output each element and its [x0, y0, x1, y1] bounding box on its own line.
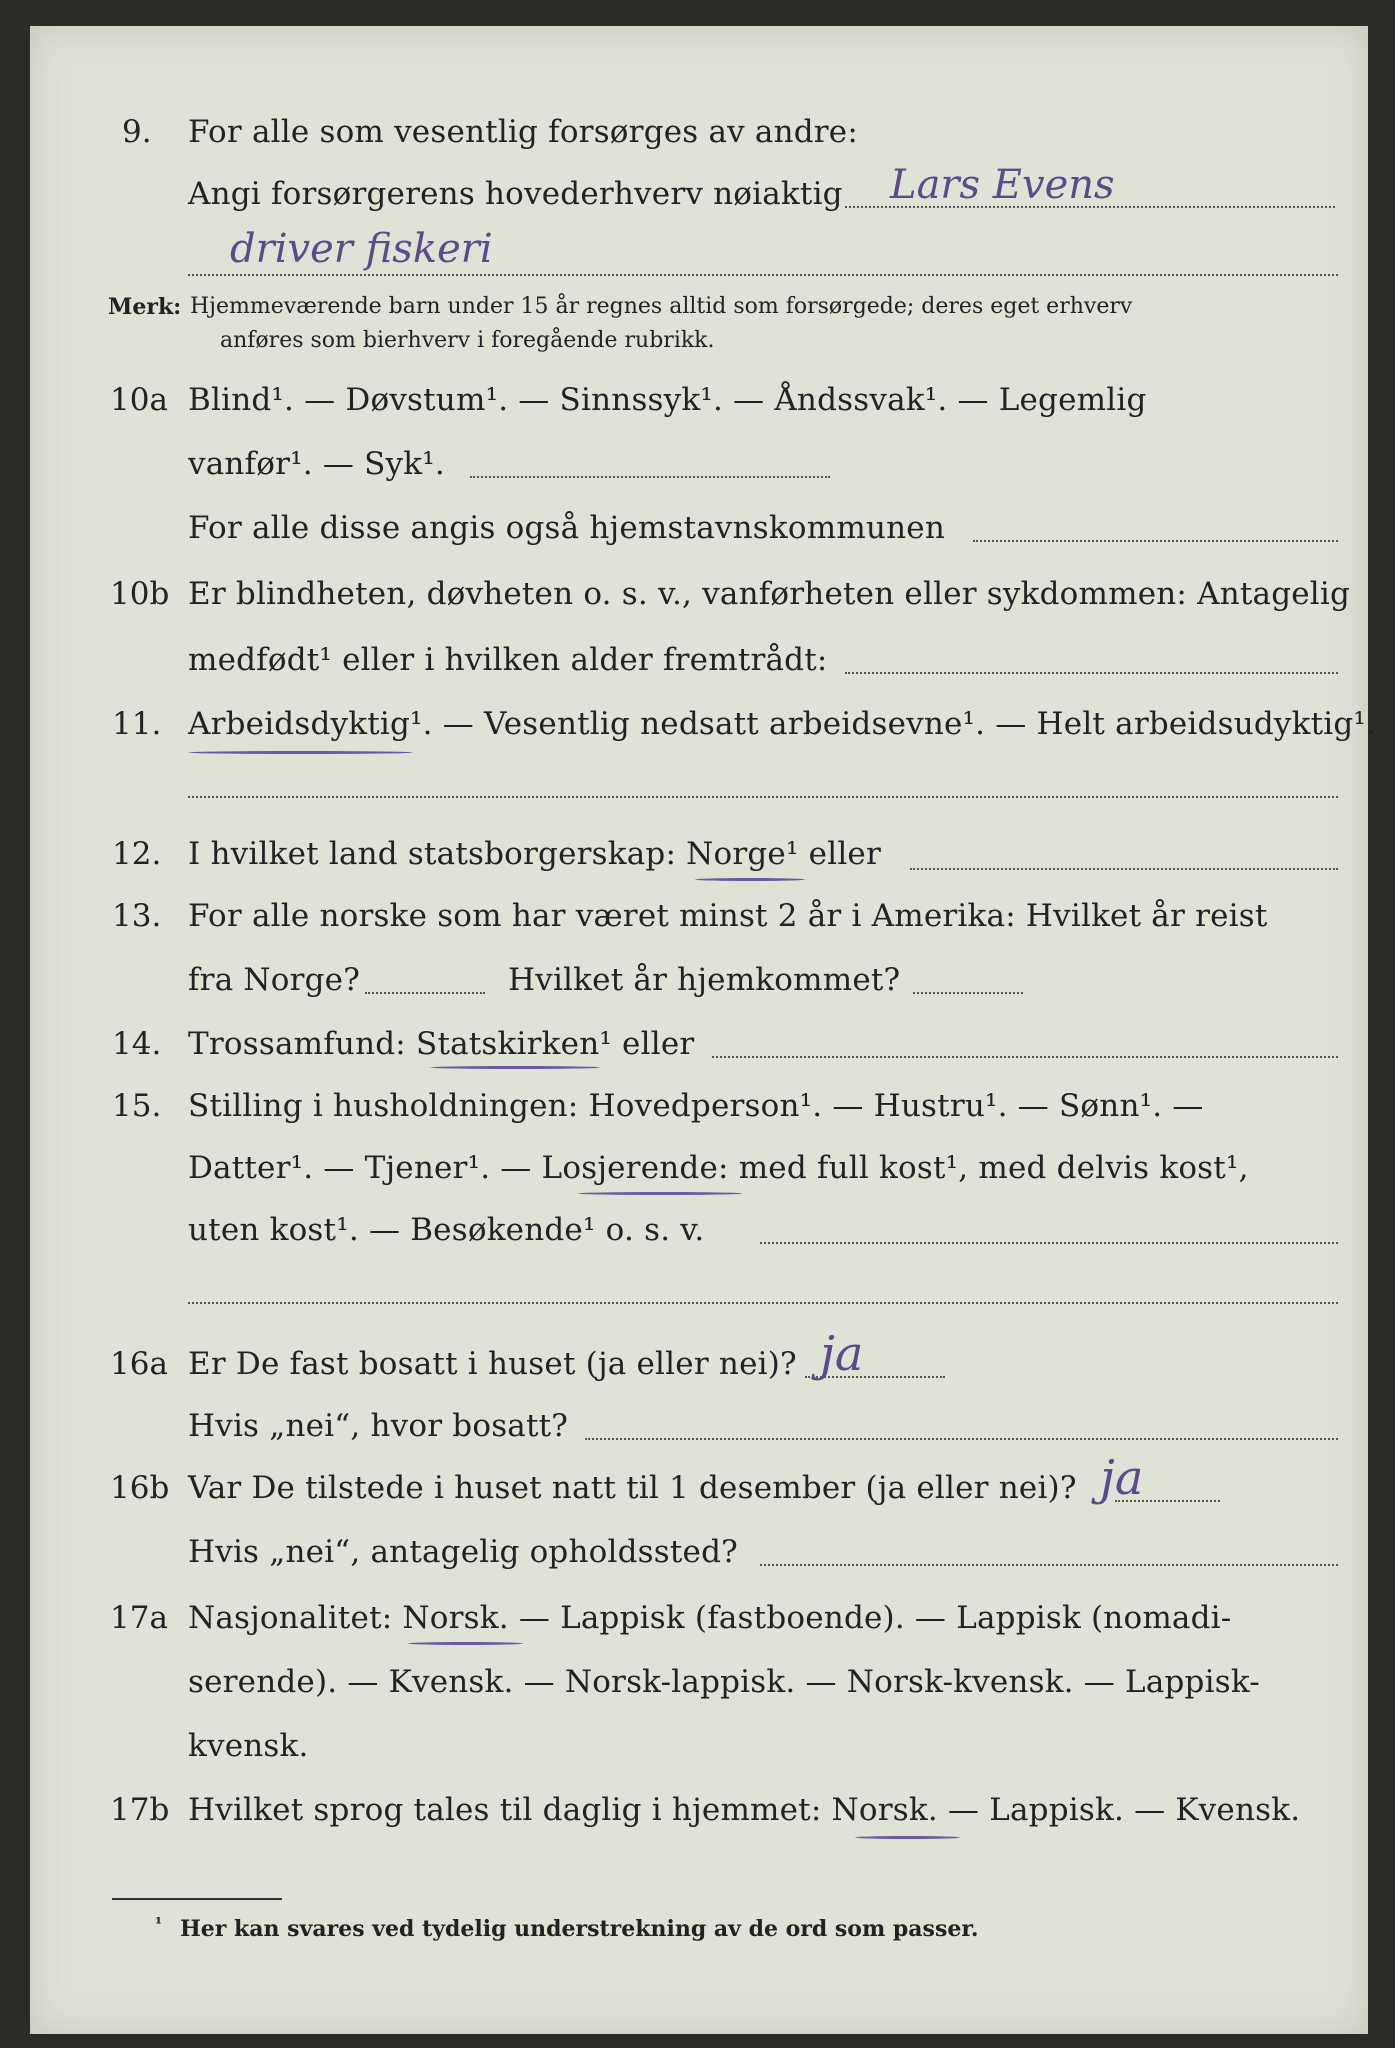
q9-answer-handwritten-1: Lars Evens: [890, 162, 1115, 208]
q16b-number: 16b: [110, 1470, 170, 1506]
q10b-answer-line: [845, 672, 1338, 674]
q10a-line3: For alle disse angis også hjemstavnskommunen: [188, 510, 945, 546]
q10a-answer-line1: [470, 476, 830, 478]
q12-line1: I hvilket land statsborgerskap: Norge¹ eller: [188, 836, 881, 872]
q10b-line1: Er blindheten, døvheten o. s. v., vanførheten eller sykdommen: Antagelig: [188, 576, 1351, 612]
q17a-line3: kvensk.: [188, 1728, 309, 1764]
merk-label: Merk:: [108, 294, 182, 320]
q9-answer-handwritten-2: driver fiskeri: [230, 226, 493, 272]
q16a-line1: Er De fast bosatt i huset (ja eller nei)?: [188, 1346, 797, 1382]
footnote-text: Her kan svares ved tydelig understrekning av de ord som passer.: [180, 1916, 979, 1942]
q15-handwritten-underline: [578, 1192, 743, 1195]
q11-handwritten-underline: [188, 751, 413, 754]
q12-handwritten-underline: [695, 878, 805, 881]
q17a-line1: Nasjonalitet: Norsk. — Lappisk (fastboende). — Lappisk (nomadi-: [188, 1600, 1232, 1636]
q15-line2: Datter¹. — Tjener¹. — Losjerende: med full kost¹, med delvis kost¹,: [188, 1150, 1249, 1186]
q9-answer-line2: [188, 274, 1338, 276]
q11-answer-line: [188, 796, 1338, 798]
q16a-answer-handwritten: ja: [820, 1326, 864, 1382]
q9-line1: For alle som vesentlig forsørges av andre:: [188, 114, 858, 150]
q10b-line2: medfødt¹ eller i hvilken alder fremtrådt:: [188, 642, 828, 678]
q15-answer-line1: [760, 1242, 1338, 1244]
q14-handwritten-underline: [430, 1066, 600, 1069]
q13-line1: For alle norske som har været minst 2 år i Amerika: Hvilket år reist: [188, 898, 1268, 934]
q13-number: 13.: [112, 898, 162, 934]
footnote-mark: ¹: [155, 1914, 163, 1933]
q9-number: 9.: [122, 114, 152, 150]
q12-number: 12.: [112, 836, 162, 872]
q10a-number: 10a: [110, 382, 168, 418]
q14-number: 14.: [112, 1026, 162, 1062]
q11-line1: Arbeidsdyktig¹. — Vesentlig nedsatt arbeidsevne¹. — Helt arbeidsudyktig¹.: [188, 706, 1377, 742]
q16a-number: 16a: [110, 1346, 168, 1382]
q16b-line2: Hvis „nei“, antagelig opholdssted?: [188, 1534, 738, 1570]
q15-answer-line2: [188, 1302, 1338, 1304]
q9-line2: Angi forsørgerens hovederhverv nøiaktig: [188, 176, 843, 212]
q15-line1: Stilling i husholdningen: Hovedperson¹. — Hustru¹. — Sønn¹. —: [188, 1088, 1204, 1124]
q17a-handwritten-underline: [408, 1642, 523, 1645]
footnote-separator: [112, 1898, 282, 1900]
q13-answer-line1: [365, 992, 485, 994]
q17b-handwritten-underline: [855, 1836, 960, 1839]
q14-line1: Trossamfund: Statskirken¹ eller: [188, 1026, 695, 1062]
q14-answer-line: [712, 1056, 1338, 1058]
q17b-number: 17b: [110, 1792, 170, 1828]
q12-answer-line: [910, 868, 1338, 870]
q11-number: 11.: [112, 706, 162, 742]
q13-line2b: Hvilket år hjemkommet?: [508, 962, 901, 998]
q10a-line2: vanfør¹. — Syk¹.: [188, 446, 445, 482]
q10a-line1: Blind¹. — Døvstum¹. — Sinnssyk¹. — Åndssvak¹. — Legemlig: [188, 382, 1147, 418]
q17a-line2: serende). — Kvensk. — Norsk-lappisk. — Norsk-kvensk. — Lappisk-: [188, 1664, 1260, 1700]
q16b-line1: Var De tilstede i huset natt til 1 desember (ja eller nei)?: [188, 1470, 1077, 1506]
q16b-answer-line2: [760, 1564, 1338, 1566]
q16a-line2: Hvis „nei“, hvor bosatt?: [188, 1408, 569, 1444]
q13-answer-line2: [913, 992, 1023, 994]
census-form-page: [30, 26, 1377, 2034]
q10b-number: 10b: [110, 576, 170, 612]
q15-number: 15.: [112, 1088, 162, 1124]
merk-line1: Hjemmeværende barn under 15 år regnes alltid som forsørgede; deres eget erhverv: [190, 294, 1133, 319]
q13-line2a: fra Norge?: [188, 962, 361, 998]
merk-line2: anføres som bierhverv i foregående rubrikk.: [220, 328, 715, 353]
q15-line3: uten kost¹. — Besøkende¹ o. s. v.: [188, 1212, 705, 1248]
q17a-number: 17a: [110, 1600, 168, 1636]
q10a-answer-line2: [973, 540, 1338, 542]
q17b-line1: Hvilket sprog tales til daglig i hjemmet: Norsk. — Lappisk. — Kvensk.: [188, 1792, 1301, 1828]
q16b-answer-handwritten: ja: [1100, 1450, 1144, 1506]
q16a-answer-line2: [585, 1438, 1338, 1440]
